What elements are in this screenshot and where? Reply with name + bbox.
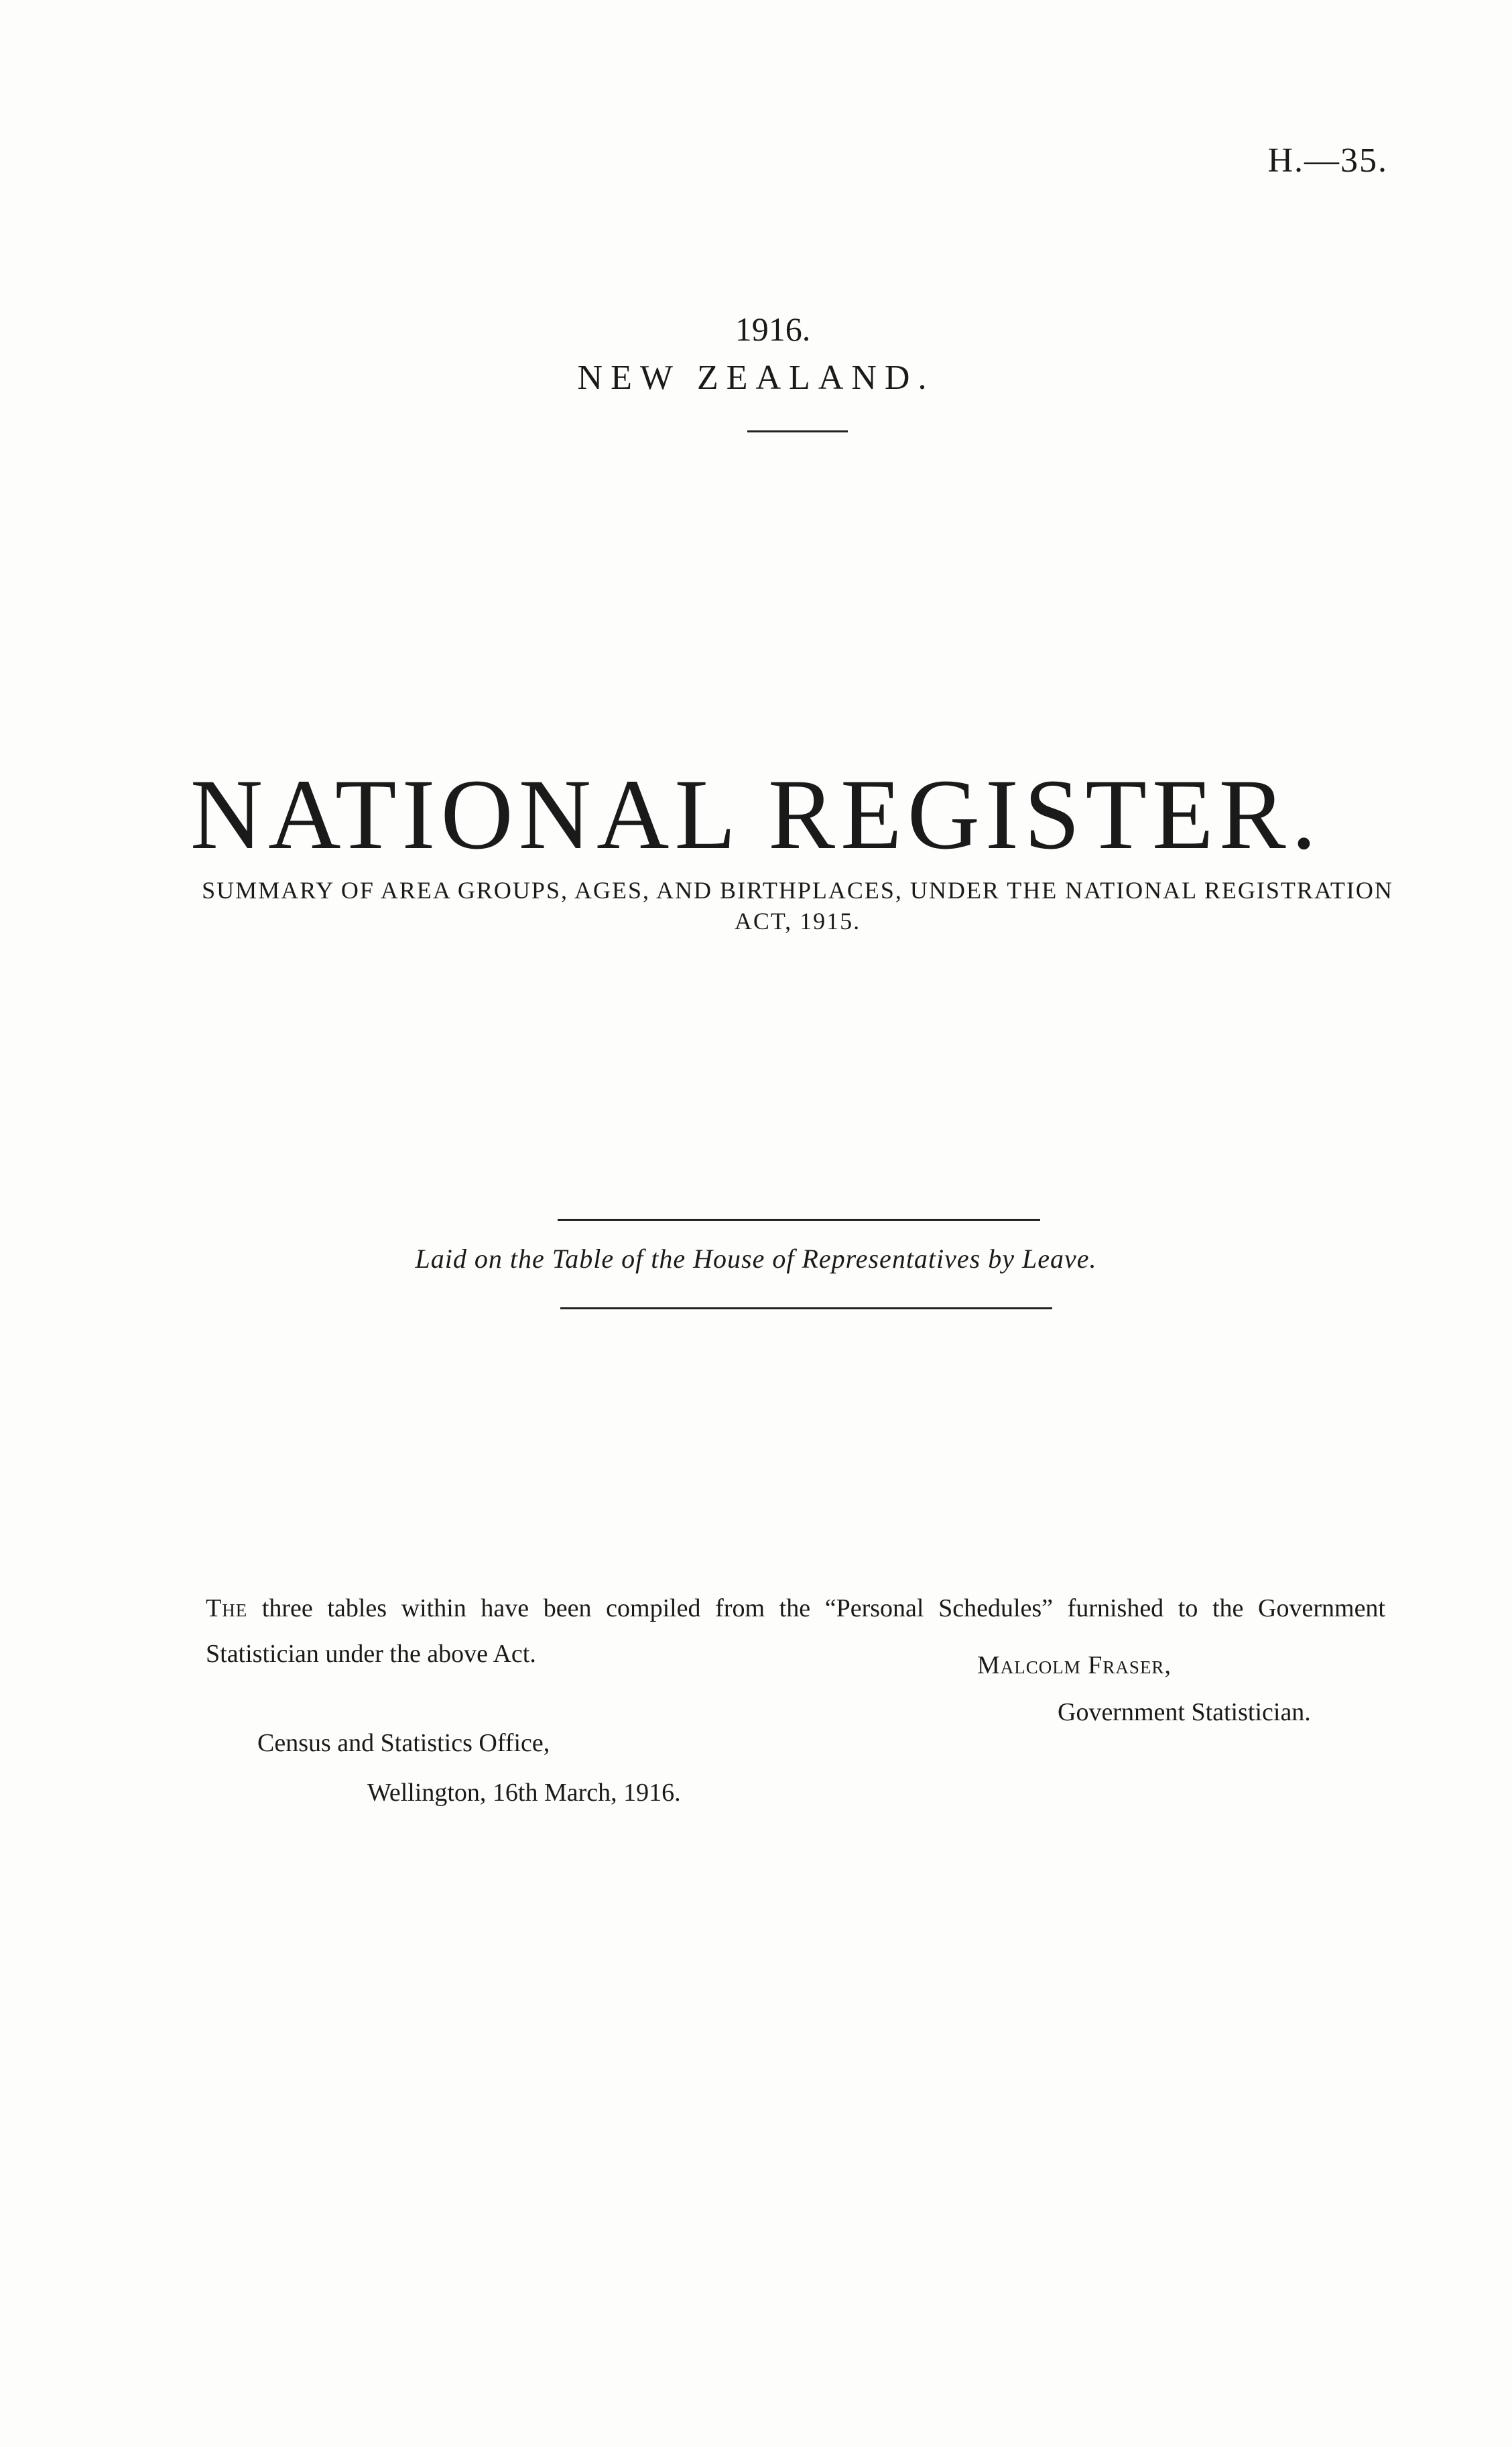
heading-divider (747, 430, 848, 432)
signatory-name: Malcolm Fraser, (977, 1651, 1172, 1679)
office-place-date: Wellington, 16th March, 1916. (367, 1779, 681, 1807)
subtitle: SUMMARY OF AREA GROUPS, AGES, AND BIRTHPLACES, UNDER THE NATIONAL REGISTRATION ACT, 1915. (202, 877, 1393, 935)
body-lead-word: The (206, 1594, 248, 1622)
document-reference: H.—35. (1267, 141, 1388, 180)
main-title: NATIONAL REGISTER. (190, 759, 1322, 870)
laid-note-bottom-rule (560, 1307, 1052, 1309)
body-paragraph (206, 1586, 1385, 1677)
office-name: Census and Statistics Office, (257, 1729, 550, 1757)
body-text: three tables within have been compiled from the “Personal Schedules” furnished to the Government Statistician under the above Act. (206, 1594, 1385, 1668)
signatory-title: Government Statistician. (1058, 1698, 1311, 1726)
laid-note-top-rule (558, 1219, 1040, 1221)
country-heading: NEW ZEALAND. (577, 359, 935, 397)
publication-year: 1916. (735, 310, 811, 348)
laid-on-table-note: Laid on the Table of the House of Representatives by Leave. (415, 1244, 1097, 1274)
